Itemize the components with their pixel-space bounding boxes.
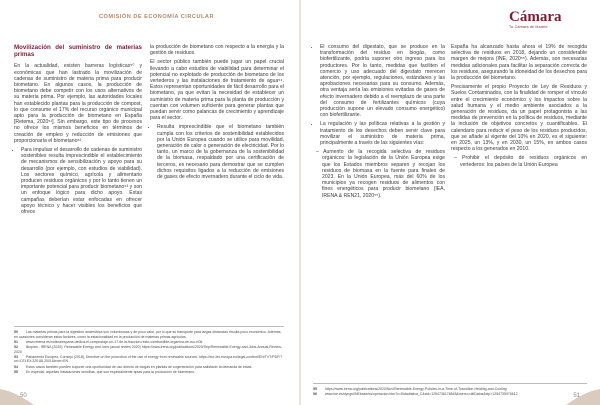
corner-decoration-icon [566,385,600,405]
footnote: 53 Parlamento Europeo, Consejo (2018), Directive on the promotion of the use of energy from renewable sources. https://eur-lex.europa.eu/legal-content/EN/TXT/PDF/?uri=CELEX:32018L2001&from=EN [14,354,283,364]
footnote: 50 Las materias primas para la digestión anaeróbica son voluminosas y de poco valor, por lo que su transporte para largas distancias resulta poco económico. Además, en ocasiones consideran estos factores, como la estacionalidad en la producción de materias primas agrícolas. [14,330,282,339]
logo-word: Cámara [509,9,562,25]
list-item: • El consumo del digestato, que se produce en la transformación del residuo en biogás, como biofertilizante, podría suponer otro ingreso para los productores. Por lo tanto, medidas que faciliten el comercio y uso adecuado del digestato merecen atención, por ejemplo, regulaciones, estándares y las aprobaciones necesarias para su consumo. Además, otra ventaja sería las emisiones evitadas de gases de efecto invernadero debido a el reemplazo de una parte del consumo de fertilizantes químicos (cuya producción supone un elevado consumo energético) con biofertilizante. [320,44,445,118]
right-column-2 [451,44,587,171]
camara-logo [509,10,569,28]
right-column-1 [313,44,445,202]
footnote: 51 www.retema.es/noticia/espana-dedica-el-compostaje-un-17-de-la-fraccion-resto-combustible-organica-de-rsu-nOk [14,339,203,344]
list-item: • Para impulsar el desarrollo de cadenas de suministro sostenibles resulta imprescindible el establecimiento de mecanismos de sensibilización y apoyo para su desarrollo (por ejemplo, con estudios de viabilidad). Los sectores químico, agrícola y alimentario producen residuos orgánicos y por lo tanto tienen un importante potencial para producir biometano⁵³ y son un enfoque lógico para dicho apoyo. Estas campañas deberían estar enfocadas en ofrecer apoyo técnico y hacer visibles los beneficios que ofrece [21,147,142,215]
list-item: • La regulación y las políticas relativas a la gestión y tratamiento de los desechos deben servir clave para movilizar el suministro de materia prima, principalmente a través de las siguientes vías: [320,121,445,146]
footnote: 54 Estos casos también pueden suponer una oportunidad de uso directo de biogás en plantas de cogeneración para satisfacer la demanda de estas. [14,364,253,369]
page-number-right: 51 [573,393,580,399]
list-item: – Prohibir el depósito de residuos orgánicos en vertederos: los países de la Unión Europea [460,155,587,167]
footnote: 55 https://www.irena.org/publications/2020/Nov/Renewable-Energy-Policies-in-a-Time-of-Transition-Heating-and-Cooling [313,387,507,391]
paragraph: España ha alcanzado hasta ahora el 19% de recogida selectiva de residuos en 2018, dejando un considerable margen de mejora (INE, 2020⁵⁶). Además, son necesarias medidas adicionales para facilitar la separación correcta de los residuos, asegurando la idoneidad de los desechos para la producción del biometano. [451,44,587,82]
list-item: – Aumento de la recogida selectiva de residuos orgánicos: la legislación de la Unión Europea exige que los Estados miembros separen y recojan los residuos de biomasa en la fuente para finales de 2023. En la Unión Europea, más del 60% de los municipios ya recogen residuos de alimentos con fines energéticos para producir biometano (IEA, IRENA & REN21, 2020⁵⁵). [322,149,445,199]
left-column-2 [150,44,284,183]
footnote: 55 En especial, aquellas instalaciones sencillas, que son especialmente aptas para la producción de biometano. [14,369,196,374]
logo-subtitle: Tu Cámara de Madrid [509,25,548,29]
page-header-title: COMISIÓN DE ECONOMÍA CIRCULAR [99,14,214,20]
left-column-1 [14,44,142,218]
corner-decoration-icon [0,385,34,405]
right-page [301,0,600,405]
intro-paragraph: En la actualidad, existen barreras logísticas⁵⁰ y económicas que han lastrado la movilización de cadenas de suministro de materia prima para producir biometano. En algunos casos, la producción de biometano debe competir con los usos alternativos de su materia prima. Por ejemplo, las autoridades locales han establecido plantas para la producción de compost, lo que consume el 17% del recurso orgánico municipal apto para la producción de biometano en España [Retema, 2020⁵¹]. Sin embargo, este tipo de procesos no ofrece los mismos beneficios en términos de creación de empleo y reducción de emisiones que proporcionaría el biometano⁵². [14,63,142,144]
right-footnotes [313,383,587,398]
left-footnotes [14,326,284,375]
footnote: 52 Bioplan - IRENA (2020), Renewable Energy and Jobs (anual review 2020) https://www.irena.org/publications/2020/Sep/Renewable-Energy-and-Jobs-Annual-Review-2020 [14,345,283,354]
page-number-left: 50 [20,393,27,399]
footnote: 56 www.ine.es/dyngs/INEbase/es/operacion.htm?c=Estadistica_C&cid=1254736176845&menu=ultiDatos&idp=1254735976612 [313,392,518,397]
list-item: • Resulta imprescindible que el biometano también cumpla con los criterios de sostenibilidad establecidos por la Unión Europea cuando se utilice para movilidad, generación de calor o generación de electricidad. Por lo tanto, un marco de la gobernanza de la sostenibilidad de la biomasa, respaldado por una certificación de terceros, es necesario para demostrar que se cumplen dichos requisitos ligados a la reducción de emisiones de gases de efecto invernadero durante el ciclo de vida. [157,124,284,180]
paragraph: El sector público también puede jugar un papel crucial llevando a cabo estudios de viabilidad para determinar el potencial no explotado de producción de biometano de los vertederos y las instalaciones de tratamiento de agua⁵⁴. Estos representan oportunidades de fácil desarrollo para el biometano, ya que evitan la necesidad de establecer un suministro de materia prima para la planta de producción y cuentan con volumen suficiente para generar plantas que puedan servir como palancas de crecimiento y aprendizaje para el sector. [150,59,284,122]
left-page [0,0,299,405]
section-title: Movilización del suministro de materias primas [14,44,142,59]
paragraph: la producción de biometano con respecto a la energía y la gestión de residuos. [150,44,284,57]
paragraph: Precisamente el propio Proyecto de Ley de Residuos y Suelos Contaminados, con la finalidad de romper el vínculo entre el crecimiento económico y los impactos sobre la salud humana y el medio ambiente asociados a la generación de residuos, da un papel protagonista a las medidas de prevención en la política de residuos, mediante la inclusión de objetivos concretos y cuantificables. El calendario para reducir el peso de los residuos producidos, que se añade al vigente del 10% en 2020, es el siguiente: en 2025, un 13%, y en 2030, un 15%, en ambos casos respecto a los generados en 2010. [451,84,587,153]
